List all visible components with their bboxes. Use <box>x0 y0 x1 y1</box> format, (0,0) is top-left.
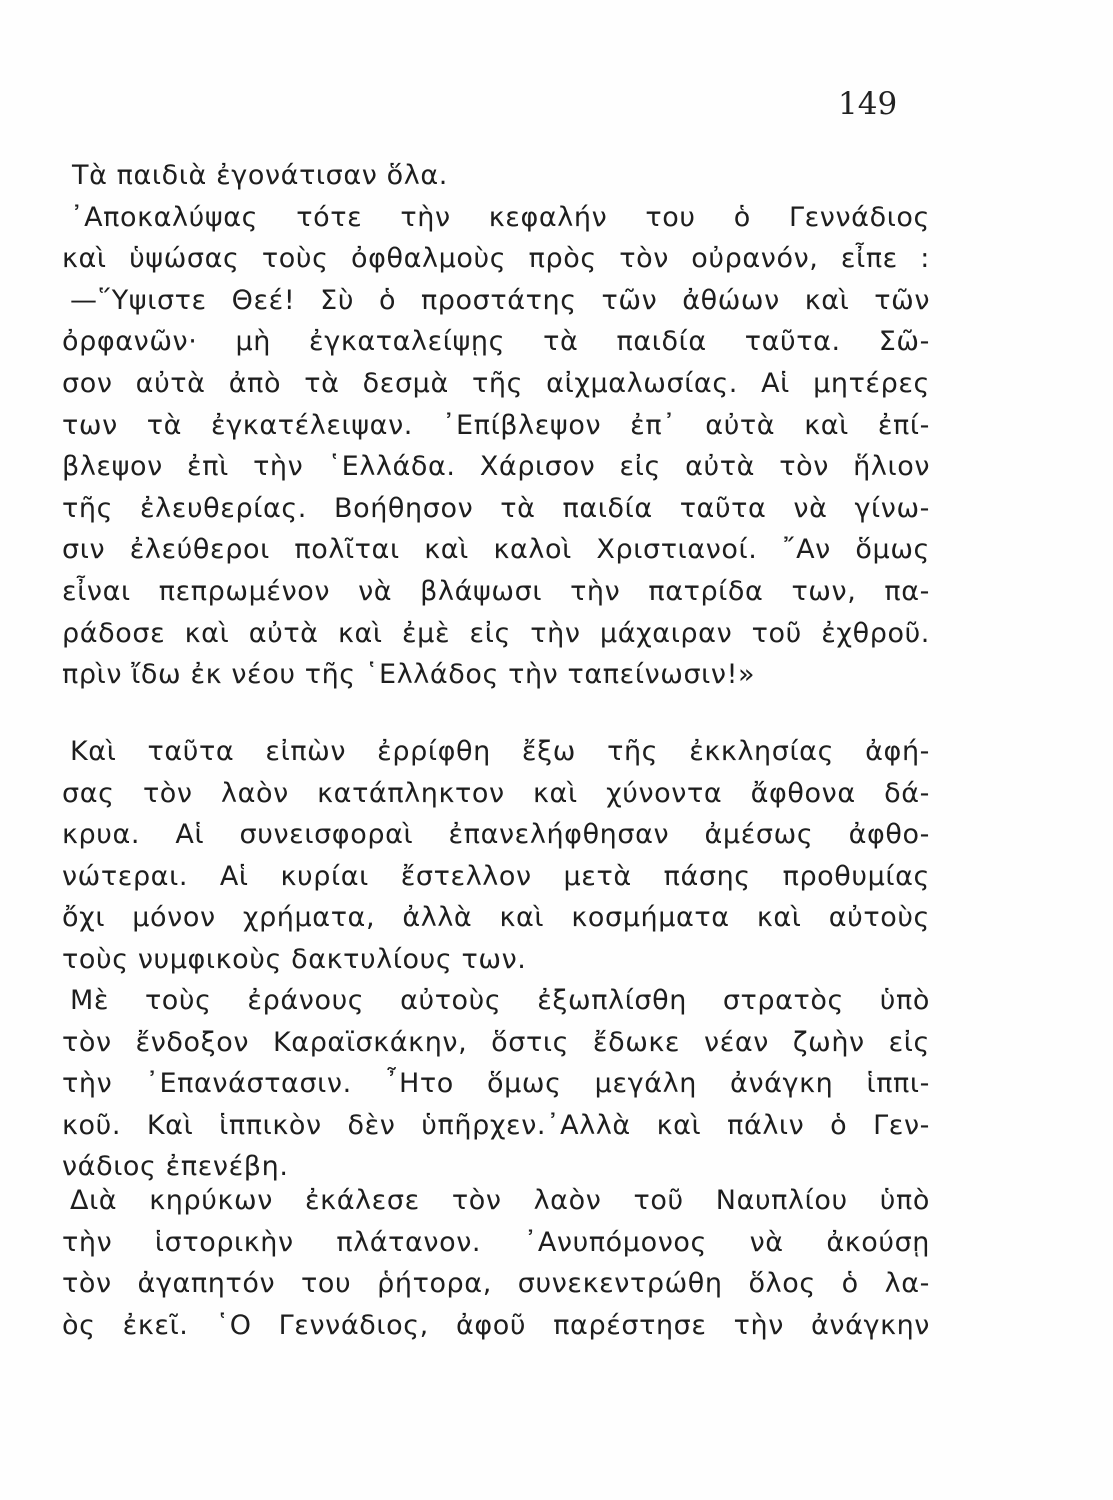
text-line: σιν ἐλεύθεροι πολῖται καὶ καλοὶ Χριστιανοί. ῎Αν ὅμως <box>62 534 930 566</box>
paragraph-1 <box>62 155 930 696</box>
text-line: ράδοσε καὶ αὐτὰ καὶ ἐμὲ εἰς τὴν μάχαιραν τοῦ ἐχθροῦ. <box>62 617 930 649</box>
text-line: πρὶν ἴδω ἐκ νέου τῆς ῾Ελλάδος τὴν ταπείνωσιν!» <box>62 659 756 691</box>
text-line: κρυα. Αἱ συνεισφοραὶ ἐπανελήφθησαν ἀμέσως ἀφθο- <box>62 819 930 851</box>
text-line: βλεψον ἐπὶ τὴν ῾Ελλάδα. Χάρισον εἰς αὐτὰ τὸν ἥλιον <box>62 451 930 483</box>
text-line: κοῦ. Καὶ ἱππικὸν δὲν ὑπῆρχεν.᾿Αλλὰ καὶ πάλιν ὁ Γεν- <box>62 1109 930 1141</box>
text-line: τὸν ἀγαπητόν του ῥήτορα, συνεκεντρώθη ὅλος ὁ λα- <box>62 1268 930 1300</box>
paragraph-4 <box>62 1180 930 1346</box>
text-line: νάδιος ἐπενέβη. <box>62 1151 289 1183</box>
text-line: των τὰ ἐγκατέλειψαν. ᾿Επίβλεψον ἐπ᾿ αὐτὰ καὶ ἐπί- <box>62 409 930 441</box>
paragraph-3 <box>62 980 930 1188</box>
text-line: τοὺς νυμφικοὺς δακτυλίους των. <box>62 943 527 975</box>
text-line: Καὶ ταῦτα εἰπὼν ἐρρίφθη ἔξω τῆς ἐκκλησίας ἀφή- <box>70 736 930 767</box>
text-line: τῆς ἐλευθερίας. Βοήθησον τὰ παιδία ταῦτα νὰ γίνω- <box>62 492 930 524</box>
text-line: Διὰ κηρύκων ἐκάλεσε τὸν λαὸν τοῦ Ναυπλίου ὑπὸ <box>70 1185 930 1216</box>
text-line: ὸς ἐκεῖ. ῾Ο Γεννάδιος, ἀφοῦ παρέστησε τὴν ἀνάγκην <box>62 1309 930 1341</box>
text-line: Τὰ παιδιὰ ἐγονάτισαν ὅλα. <box>72 160 448 191</box>
text-line: νώτεραι. Αἱ κυρίαι ἔστελλον μετὰ πάσης προθυμίας <box>62 860 930 892</box>
text-line: Μὲ τοὺς ἐράνους αὐτοὺς ἐξωπλίσθη στρατὸς ὑπὸ <box>70 985 930 1016</box>
text-line: σον αὐτὰ ἀπὸ τὰ δεσμὰ τῆς αἰχμαλωσίας. Αἱ μητέρες <box>62 367 930 399</box>
text-line: τὸν ἔνδοξον Καραϊσκάκην, ὅστις ἔδωκε νέαν ζωὴν εἰς <box>62 1026 930 1058</box>
text-line: ὄχι μόνον χρήματα, ἀλλὰ καὶ κοσμήματα καὶ αὐτοὺς <box>62 902 930 934</box>
text-line: καὶ ὑψώσας τοὺς ὀφθαλμοὺς πρὸς τὸν οὐρανόν, εἶπε : <box>62 243 930 275</box>
text-line: τὴν ἱστορικὴν πλάτανον. ᾿Ανυπόμονος νὰ ἀκούσῃ <box>62 1226 930 1258</box>
text-line: σας τὸν λαὸν κατάπληκτον καὶ χύνοντα ἄφθονα δά- <box>62 777 930 809</box>
text-line: —῞Υψιστε Θεέ! Σὺ ὁ προστάτης τῶν ἀθώων καὶ τῶν <box>70 284 930 316</box>
page-number: 149 <box>838 86 898 122</box>
text-line: ᾿Αποκαλύψας τότε τὴν κεφαλήν του ὁ Γεννάδιος <box>70 201 930 233</box>
text-line: εἶναι πεπρωμένον νὰ βλάψωσι τὴν πατρίδα των, πα- <box>62 575 930 607</box>
text-line: τὴν ᾿Επανάστασιν. ῏Ητο ὅμως μεγάλη ἀνάγκη ἱππι- <box>62 1068 930 1100</box>
text-line: ὀρφανῶν· μὴ ἐγκαταλείψῃς τὰ παιδία ταῦτα. Σῶ- <box>62 326 930 358</box>
paragraph-2 <box>62 731 930 981</box>
